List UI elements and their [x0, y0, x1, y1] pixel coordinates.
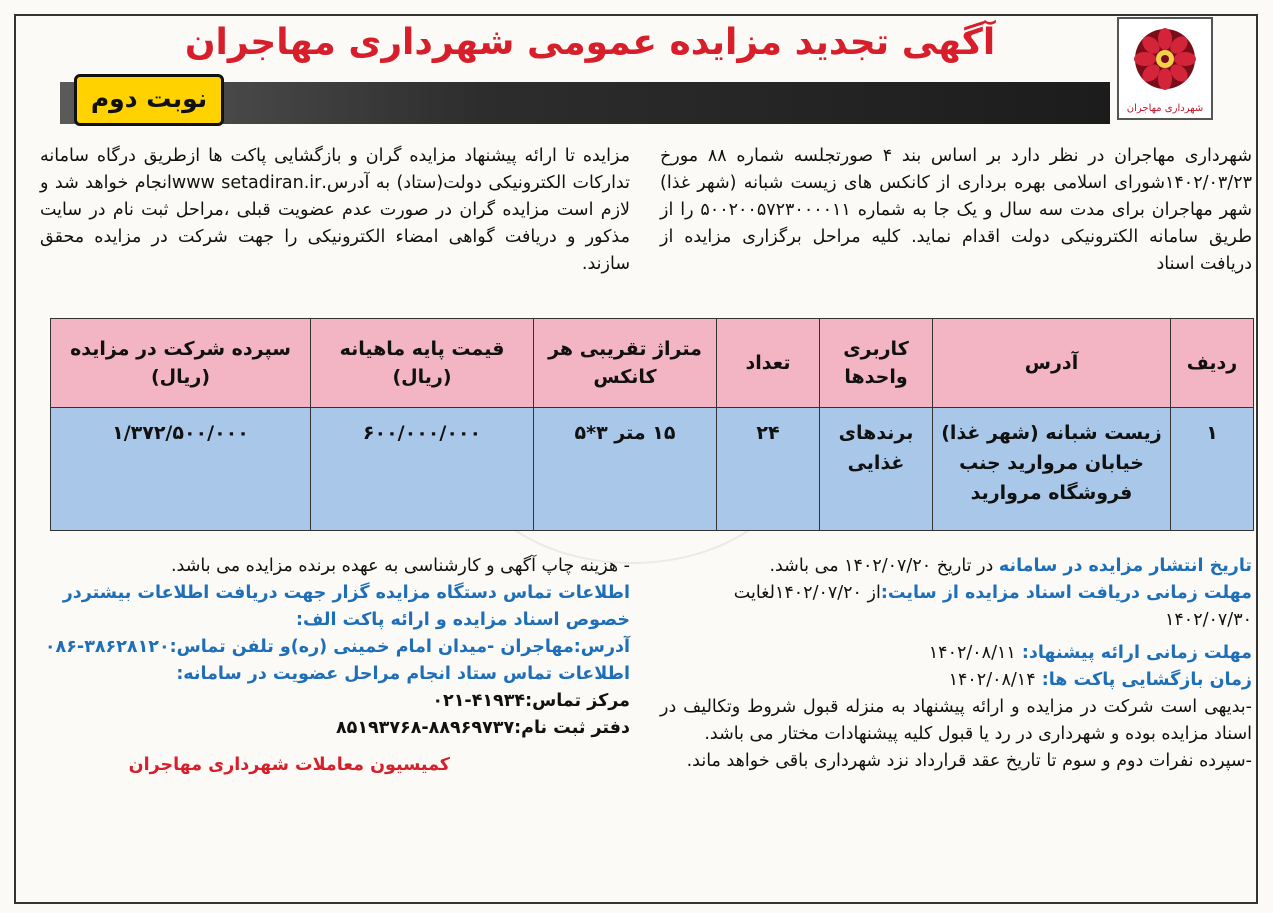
header-address: آدرس [933, 319, 1171, 408]
registry-office: دفتر ثبت نام:۸۸۹۶۹۷۳۷-۸۵۱۹۳۷۶۸ [335, 718, 630, 738]
cell-base-price: ۶۰۰/۰۰۰/۰۰۰ [311, 408, 534, 531]
offer-label: مهلت زمانی ارائه پیشنهاد: [1015, 643, 1252, 663]
round-badge: نوبت دوم [74, 74, 224, 126]
table-header-row [51, 319, 1254, 408]
header-count: تعداد [717, 319, 820, 408]
opening-line [660, 667, 1252, 694]
docs-text: از ۱۴۰۲/۰۷/۲۰لغایت ۱۴۰۲/۰۷/۳۰ [733, 583, 1252, 630]
header-area: متراژ تقریبی هر کانکس [534, 319, 717, 408]
offer-text: ۱۴۰۲/۰۸/۱۱ [928, 643, 1016, 663]
municipality-logo [1117, 17, 1213, 120]
contact-heading: اطلاعات تماس دستگاه مزایده گزار جهت دریافت اطلاعات بیشتردر خصوص اسناد مزایده و ارائه پاکت الف: [62, 583, 630, 630]
opening-label: زمان بازگشایی پاکت ها: [1035, 670, 1252, 690]
cost-note: - هزینه چاپ آگهی و کارشناسی به عهده برنده مزایده می باشد. [170, 556, 630, 576]
publish-label: تاریخ انتشار مزایده در سامانه [998, 556, 1252, 576]
cell-area: ۱۵ متر ۳*۵ [534, 408, 717, 531]
flower-logo-icon [1119, 19, 1211, 99]
note-deposit: -سپرده نفرات دوم و سوم تا تاریخ عقد قرارداد نزد شهرداری باقی خواهد ماند. [686, 751, 1252, 771]
docs-label: مهلت زمانی دریافت اسناد مزایده از سایت: [880, 583, 1252, 603]
cell-row-number: ۱ [1171, 408, 1254, 531]
contact-column [40, 553, 630, 779]
offer-line [660, 640, 1252, 667]
publish-text: در تاریخ ۱۴۰۲/۰۷/۲۰ می باشد. [769, 556, 999, 576]
header-row-number: ردیف [1171, 319, 1254, 408]
cell-address: زیست شبانه (شهر غذا) خیابان مروارید جنب فروشگاه مروارید [933, 408, 1171, 531]
signature: کمیسیون معاملات شهرداری مهاجران [128, 755, 450, 775]
cell-deposit: ۱/۳۷۲/۵۰۰/۰۰۰ [51, 408, 311, 531]
schedule-column [660, 553, 1252, 775]
auction-table [50, 318, 1254, 531]
intro-paragraph-left: مزایده تا ارائه پیشنهاد مزایده گران و بازگشایی پاکت ها ازطریق درگاه سامانه تدارکات الکترونیکی دولت(ستاد) به آدرس.www setadiran.irانجام خواهد شد و لازم است مزایده گران در صورت عدم عضویت قبلی ،مراحل ثبت نام در سایت مذکور و دریافت گواهی امضاء الکترونیکی را جهت شرکت در مزایده محقق سازند. [40, 146, 630, 274]
contact-address: آدرس:مهاجران -میدان امام خمینی (ره)و تلفن تماس:۳۸۶۲۸۱۲۰-۰۸۶ [44, 637, 630, 657]
docs-line [660, 580, 1252, 634]
page-title: آگهی تجدید مزایده عمومی شهرداری مهاجران [184, 22, 996, 63]
publish-line [660, 553, 1252, 580]
header-deposit: سپرده شرکت در مزایده (ریال) [51, 319, 311, 408]
note-acceptance: -بدیهی است شرکت در مزایده و ارائه پیشنهاد به منزله قبول شروط وتکالیف در اسناد مزایده بوده و شهرداری در رد یا قبول کلیه پیشنهادات مختار می باشد. [660, 697, 1252, 744]
intro-paragraph-right: شهرداری مهاجران در نظر دارد بر اساس بند ۴ صورتجلسه شماره ۸۸ مورخ ۱۴۰۲/۰۳/۲۳شورای اسلامی بهره برداری از کانکس های زیست شبانه (شهر غذا) شهر مهاجران برای مدت سه سال و یک جا به شماره ۵۰۰۲۰۰۵۷۲۳۰۰۰۰۱۱ را از طریق سامانه الکترونیکی دولت اقدام نماید. کلیه مراحل برگزاری مزایده از دریافت اسناد [660, 146, 1252, 274]
header-usage: کاربری واحدها [820, 319, 933, 408]
cell-usage: برندهای غذایی [820, 408, 933, 531]
table-row [51, 408, 1254, 531]
call-center: مرکز تماس:۴۱۹۳۴-۰۲۱ [432, 691, 630, 711]
setad-heading: اطلاعات تماس ستاد انجام مراحل عضویت در سامانه: [176, 664, 630, 684]
opening-text: ۱۴۰۲/۰۸/۱۴ [948, 670, 1036, 690]
header-base-price: قیمت پایه ماهیانه (ریال) [311, 319, 534, 408]
logo-text: شهرداری مهاجران [1126, 103, 1204, 114]
cell-count: ۲۴ [717, 408, 820, 531]
